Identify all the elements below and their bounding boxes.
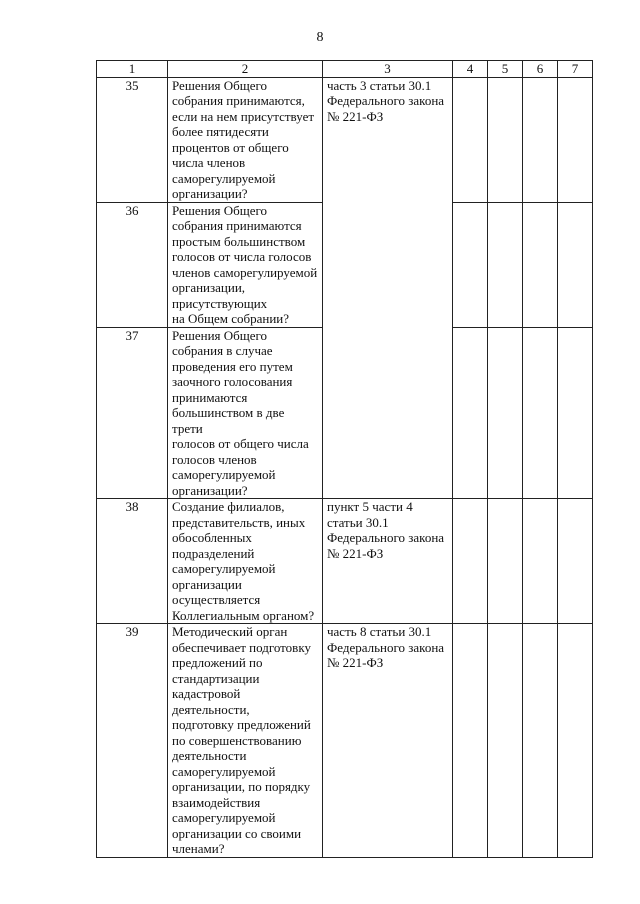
column-header-3: 3	[323, 61, 453, 78]
row-legal-reference: пункт 5 части 4 статьи 30.1 Федерального закона № 221-ФЗ	[323, 499, 453, 624]
checklist-table	[96, 60, 593, 858]
row-number: 35	[97, 77, 168, 202]
column-header-7: 7	[558, 61, 593, 78]
table-row	[97, 77, 593, 202]
table-row	[97, 624, 593, 858]
answer-cell-no	[488, 202, 523, 327]
column-header-1: 1	[97, 61, 168, 78]
answer-cell-note	[558, 77, 593, 202]
answer-cell-no	[488, 327, 523, 499]
header-row	[97, 61, 593, 78]
row-question: Методический орган обеспечивает подготовку предложений по стандартизации кадастровой деятельности, подготовку предложений по совершенствованию деятельности саморегулируемой организации, по порядку взаимодействия саморегулируемой организации со своими членами?	[168, 624, 323, 858]
row-question: Решения Общего собрания принимаются, если на нем присутствует более пятидесяти процентов от общего числа членов саморегулируемой организации?	[168, 77, 323, 202]
answer-cell-not-applicable	[523, 624, 558, 858]
column-header-5: 5	[488, 61, 523, 78]
answer-cell-yes	[453, 499, 488, 624]
page-number: 8	[316, 30, 324, 45]
row-number: 37	[97, 327, 168, 499]
answer-cell-no	[488, 77, 523, 202]
answer-cell-note	[558, 499, 593, 624]
answer-cell-no	[488, 499, 523, 624]
answer-cell-not-applicable	[523, 499, 558, 624]
answer-cell-no	[488, 624, 523, 858]
answer-cell-not-applicable	[523, 202, 558, 327]
answer-cell-not-applicable	[523, 77, 558, 202]
answer-cell-note	[558, 624, 593, 858]
row-legal-reference: часть 8 статьи 30.1 Федерального закона № 221-ФЗ	[323, 624, 453, 858]
row-number: 39	[97, 624, 168, 858]
answer-cell-yes	[453, 77, 488, 202]
answer-cell-not-applicable	[523, 327, 558, 499]
answer-cell-note	[558, 202, 593, 327]
row-question: Создание филиалов, представительств, иных обособленных подразделений саморегулируемой организации осуществляется Коллегиальным органом?	[168, 499, 323, 624]
answer-cell-yes	[453, 624, 488, 858]
answer-cell-yes	[453, 327, 488, 499]
row-legal-reference: часть 3 статьи 30.1 Федерального закона № 221-ФЗ	[323, 77, 453, 499]
answer-cell-yes	[453, 202, 488, 327]
table-row	[97, 499, 593, 624]
answer-cell-note	[558, 327, 593, 499]
row-question: Решения Общего собрания принимаются простым большинством голосов от числа голосов членов саморегулируемой организации, присутствующих на Общем собрании?	[168, 202, 323, 327]
column-header-6: 6	[523, 61, 558, 78]
row-question: Решения Общего собрания в случае проведения его путем заочного голосования принимаются большинством в две трети голосов от общего числа голосов членов саморегулируемой организации?	[168, 327, 323, 499]
column-header-4: 4	[453, 61, 488, 78]
row-number: 36	[97, 202, 168, 327]
column-header-2: 2	[168, 61, 323, 78]
row-number: 38	[97, 499, 168, 624]
